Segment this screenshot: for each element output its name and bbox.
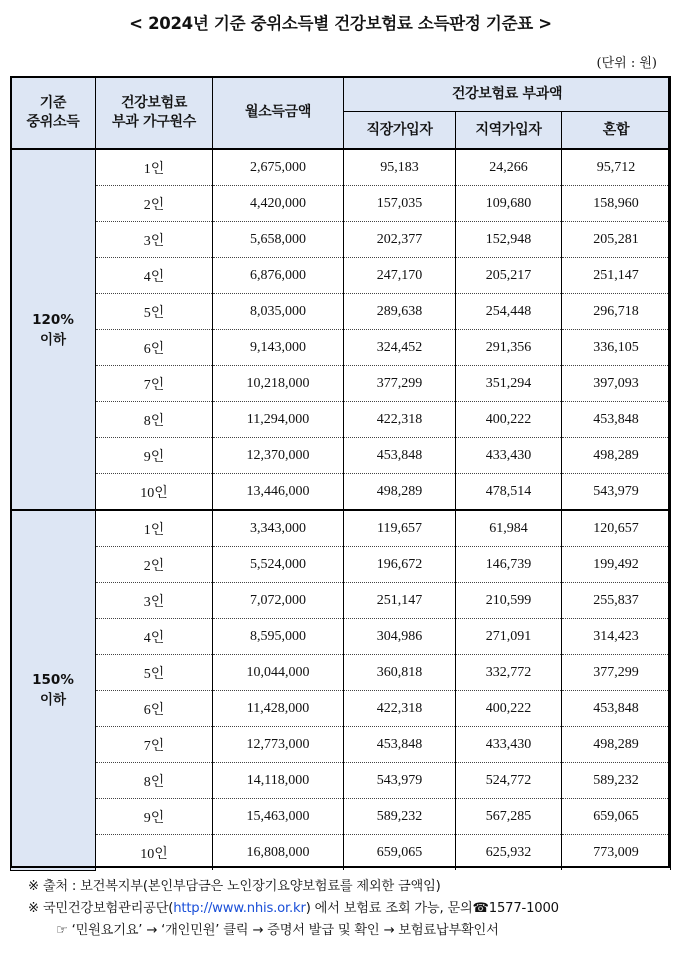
note-source: ※ 출처 : 보건복지부(본인부담금은 노인장기요양보험료를 제외한 금액임) bbox=[28, 879, 441, 894]
cell-income: 10,218,000 bbox=[213, 366, 344, 402]
cell-mixed: 397,093 bbox=[562, 366, 671, 402]
cell-regional: 524,772 bbox=[456, 763, 562, 799]
table-row bbox=[11, 763, 671, 799]
cell-regional: 291,356 bbox=[456, 330, 562, 366]
header-household-line1: 건강보험료 bbox=[120, 94, 188, 111]
table-row bbox=[11, 655, 671, 691]
cell-household: 2인 bbox=[96, 547, 213, 583]
cell-household: 3인 bbox=[96, 583, 213, 619]
cell-mixed: 251,147 bbox=[562, 258, 671, 294]
table-row bbox=[11, 799, 671, 835]
group-label bbox=[11, 149, 96, 510]
group-label-line1: 150% bbox=[32, 672, 74, 689]
table-row bbox=[11, 149, 671, 186]
cell-mixed: 95,712 bbox=[562, 149, 671, 186]
cell-income: 5,658,000 bbox=[213, 222, 344, 258]
cell-employee: 202,377 bbox=[344, 222, 456, 258]
cell-income: 7,072,000 bbox=[213, 583, 344, 619]
table-row bbox=[11, 366, 671, 402]
cell-household: 7인 bbox=[96, 727, 213, 763]
cell-regional: 332,772 bbox=[456, 655, 562, 691]
table-row bbox=[11, 258, 671, 294]
cell-income: 14,118,000 bbox=[213, 763, 344, 799]
cell-household: 1인 bbox=[96, 149, 213, 186]
cell-household: 4인 bbox=[96, 258, 213, 294]
cell-mixed: 255,837 bbox=[562, 583, 671, 619]
header-household-line2: 부과 가구원수 bbox=[112, 113, 196, 130]
cell-employee: 289,638 bbox=[344, 294, 456, 330]
cell-mixed: 453,848 bbox=[562, 402, 671, 438]
table-row bbox=[11, 330, 671, 366]
table-row bbox=[11, 510, 671, 547]
cell-household: 5인 bbox=[96, 294, 213, 330]
cell-employee: 251,147 bbox=[344, 583, 456, 619]
cell-regional: 625,932 bbox=[456, 835, 562, 871]
cell-household: 10인 bbox=[96, 474, 213, 511]
cell-household: 3인 bbox=[96, 222, 213, 258]
cell-employee: 453,848 bbox=[344, 438, 456, 474]
cell-mixed: 296,718 bbox=[562, 294, 671, 330]
note-nhis-suffix: ) 에서 보험료 조회 가능, 문의☎1577-1000 bbox=[305, 901, 559, 916]
cell-employee: 498,289 bbox=[344, 474, 456, 511]
cell-household: 1인 bbox=[96, 510, 213, 547]
cell-employee: 377,299 bbox=[344, 366, 456, 402]
header-median-line1: 기준 bbox=[39, 94, 67, 111]
note-path: ☞ ‘민원요기요’ → ‘개인민원’ 클릭 → 증명서 발급 및 확인 → 보험료납부확인서 bbox=[56, 923, 499, 938]
cell-employee: 157,035 bbox=[344, 186, 456, 222]
cell-regional: 478,514 bbox=[456, 474, 562, 511]
cell-household: 7인 bbox=[96, 366, 213, 402]
cell-regional: 351,294 bbox=[456, 366, 562, 402]
cell-regional: 24,266 bbox=[456, 149, 562, 186]
cell-income: 12,370,000 bbox=[213, 438, 344, 474]
header-monthly-income: 월소득금액 bbox=[213, 77, 344, 150]
cell-regional: 400,222 bbox=[456, 402, 562, 438]
cell-employee: 95,183 bbox=[344, 149, 456, 186]
table-row bbox=[11, 619, 671, 655]
cell-mixed: 589,232 bbox=[562, 763, 671, 799]
header-premium: 건강보험료 부과액 bbox=[344, 77, 671, 112]
cell-income: 6,876,000 bbox=[213, 258, 344, 294]
cell-income: 4,420,000 bbox=[213, 186, 344, 222]
table-row bbox=[11, 438, 671, 474]
cell-household: 9인 bbox=[96, 438, 213, 474]
table-row bbox=[11, 727, 671, 763]
group-150 bbox=[11, 510, 671, 870]
header-median-line2: 중위소득 bbox=[26, 113, 80, 130]
cell-employee: 659,065 bbox=[344, 835, 456, 871]
cell-income: 2,675,000 bbox=[213, 149, 344, 186]
cell-regional: 433,430 bbox=[456, 438, 562, 474]
table-row bbox=[11, 691, 671, 727]
cell-regional: 400,222 bbox=[456, 691, 562, 727]
group-120 bbox=[11, 149, 671, 510]
cell-mixed: 120,657 bbox=[562, 510, 671, 547]
cell-income: 11,294,000 bbox=[213, 402, 344, 438]
cell-employee: 453,848 bbox=[344, 727, 456, 763]
cell-household: 8인 bbox=[96, 763, 213, 799]
group-label-line2: 이하 bbox=[39, 692, 67, 709]
cell-income: 15,463,000 bbox=[213, 799, 344, 835]
header-median-income bbox=[11, 77, 96, 150]
table-row bbox=[11, 186, 671, 222]
table-row bbox=[11, 583, 671, 619]
cell-household: 10인 bbox=[96, 835, 213, 871]
cell-regional: 567,285 bbox=[456, 799, 562, 835]
page-title: < 2024년 기준 중위소득별 건강보험료 소득판정 기준표 > bbox=[129, 14, 552, 33]
cell-household: 5인 bbox=[96, 655, 213, 691]
table-row bbox=[11, 222, 671, 258]
cell-income: 8,595,000 bbox=[213, 619, 344, 655]
cell-employee: 360,818 bbox=[344, 655, 456, 691]
cell-employee: 196,672 bbox=[344, 547, 456, 583]
note-nhis-prefix: ※ 국민건강보험관리공단( bbox=[28, 901, 174, 916]
table-row bbox=[11, 835, 671, 871]
cell-employee: 543,979 bbox=[344, 763, 456, 799]
table-row bbox=[11, 547, 671, 583]
nhis-link[interactable]: http://www.nhis.or.kr bbox=[173, 901, 306, 916]
cell-household: 4인 bbox=[96, 619, 213, 655]
cell-mixed: 377,299 bbox=[562, 655, 671, 691]
cell-income: 13,446,000 bbox=[213, 474, 344, 511]
cell-regional: 205,217 bbox=[456, 258, 562, 294]
cell-regional: 152,948 bbox=[456, 222, 562, 258]
cell-mixed: 659,065 bbox=[562, 799, 671, 835]
cell-income: 3,343,000 bbox=[213, 510, 344, 547]
income-criteria-table bbox=[10, 76, 671, 871]
cell-income: 16,808,000 bbox=[213, 835, 344, 871]
cell-regional: 109,680 bbox=[456, 186, 562, 222]
cell-employee: 324,452 bbox=[344, 330, 456, 366]
cell-employee: 119,657 bbox=[344, 510, 456, 547]
cell-income: 5,524,000 bbox=[213, 547, 344, 583]
note-nhis bbox=[28, 898, 559, 920]
cell-mixed: 773,009 bbox=[562, 835, 671, 871]
group-label-line2: 이하 bbox=[39, 331, 67, 348]
table-row bbox=[11, 402, 671, 438]
cell-household: 2인 bbox=[96, 186, 213, 222]
header-employee: 직장가입자 bbox=[344, 112, 456, 150]
cell-mixed: 205,281 bbox=[562, 222, 671, 258]
cell-mixed: 498,289 bbox=[562, 727, 671, 763]
cell-income: 11,428,000 bbox=[213, 691, 344, 727]
cell-income: 9,143,000 bbox=[213, 330, 344, 366]
group-label-line1: 120% bbox=[32, 311, 74, 328]
cell-income: 12,773,000 bbox=[213, 727, 344, 763]
header-mixed: 혼합 bbox=[562, 112, 671, 150]
cell-mixed: 498,289 bbox=[562, 438, 671, 474]
cell-regional: 61,984 bbox=[456, 510, 562, 547]
table-row bbox=[11, 294, 671, 330]
cell-regional: 254,448 bbox=[456, 294, 562, 330]
unit-label: (단위 : 원) bbox=[596, 56, 657, 71]
header-household-size bbox=[96, 77, 213, 150]
cell-income: 10,044,000 bbox=[213, 655, 344, 691]
cell-household: 9인 bbox=[96, 799, 213, 835]
cell-mixed: 453,848 bbox=[562, 691, 671, 727]
cell-mixed: 543,979 bbox=[562, 474, 671, 511]
cell-regional: 146,739 bbox=[456, 547, 562, 583]
notes bbox=[28, 876, 559, 942]
cell-income: 8,035,000 bbox=[213, 294, 344, 330]
cell-employee: 304,986 bbox=[344, 619, 456, 655]
cell-household: 8인 bbox=[96, 402, 213, 438]
cell-regional: 210,599 bbox=[456, 583, 562, 619]
table-row bbox=[11, 474, 671, 511]
header-regional: 지역가입자 bbox=[456, 112, 562, 150]
cell-employee: 247,170 bbox=[344, 258, 456, 294]
group-label bbox=[11, 510, 96, 870]
cell-employee: 422,318 bbox=[344, 402, 456, 438]
cell-mixed: 158,960 bbox=[562, 186, 671, 222]
cell-mixed: 314,423 bbox=[562, 619, 671, 655]
cell-household: 6인 bbox=[96, 691, 213, 727]
cell-employee: 422,318 bbox=[344, 691, 456, 727]
cell-regional: 433,430 bbox=[456, 727, 562, 763]
cell-household: 6인 bbox=[96, 330, 213, 366]
cell-employee: 589,232 bbox=[344, 799, 456, 835]
cell-mixed: 336,105 bbox=[562, 330, 671, 366]
cell-mixed: 199,492 bbox=[562, 547, 671, 583]
cell-regional: 271,091 bbox=[456, 619, 562, 655]
